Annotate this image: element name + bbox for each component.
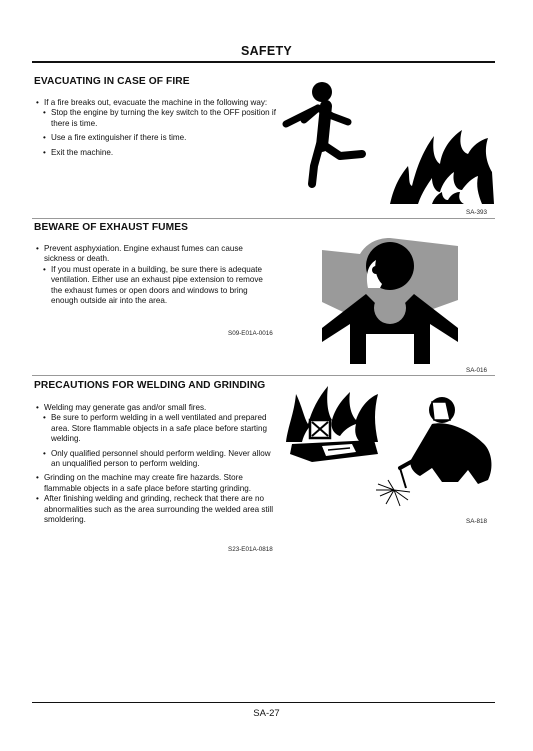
section-body-fire [36, 98, 276, 162]
bullet-grinding: • Grinding on the machine may create fire hazards. Store flammable objects in a safe place before starting grinding. [36, 473, 276, 494]
section-body-welding [36, 403, 276, 529]
welding-grinding-icon [282, 384, 496, 510]
section-title-exhaust: BEWARE OF EXHAUST FUMES [34, 222, 188, 233]
sub-bullet-stop-engine: • Stop the engine by turning the key switch to the OFF position if there is time. [36, 108, 276, 129]
sub-bullet-qualified-personnel: • Only qualified personnel should perform welding. Never allow an unqualified person to perform welding. [36, 449, 276, 470]
section-divider [32, 218, 495, 219]
bullet-welding-gas: • Welding may generate gas and/or small fires. [36, 403, 276, 413]
figure-code-welding: SA-818 [466, 518, 488, 525]
section-divider [32, 375, 495, 376]
sub-bullet-ventilated-area: • Be sure to perform welding in a well ventilated and prepared area. Store flammable objects in a safe place before starting welding. [36, 413, 276, 444]
sub-bullet-exit: • Exit the machine. [36, 148, 276, 158]
page-number: SA-27 [253, 708, 280, 719]
sub-bullet-ventilation: • If you must operate in a building, be sure there is adequate ventilation. Either use an exhaust pipe extension to remove the exhaust fumes or open doors and windows to bring enough outside air into the area. [36, 265, 276, 307]
bullet-recheck: • After finishing welding and grinding, recheck that there are no abnormalities such as the area surrounding the welded area still smoldering. [36, 494, 276, 525]
reference-code-exhaust: S09-E01A-0016 [228, 330, 273, 337]
footer-rule [32, 702, 495, 703]
section-title-welding: PRECAUTIONS FOR WELDING AND GRINDING [34, 380, 266, 391]
section-body-exhaust [36, 244, 276, 310]
exhaust-fumes-icon [320, 236, 464, 364]
section-title-fire: EVACUATING IN CASE OF FIRE [34, 76, 190, 87]
page-title: SAFETY [240, 44, 293, 58]
header-rule [32, 61, 495, 63]
figure-code-fire: SA-393 [466, 209, 488, 216]
bullet-asphyxiation: • Prevent asphyxiation. Engine exhaust fumes can cause sickness or death. [36, 244, 276, 265]
sub-bullet-extinguisher: • Use a fire extinguisher if there is time. [36, 133, 276, 143]
figure-code-exhaust: SA-016 [466, 367, 488, 374]
bullet-evacuate: • If a fire breaks out, evacuate the machine in the following way: [36, 98, 276, 108]
reference-code-welding: S23-E01A-0818 [228, 546, 273, 553]
running-person-fire-icon [282, 80, 494, 206]
